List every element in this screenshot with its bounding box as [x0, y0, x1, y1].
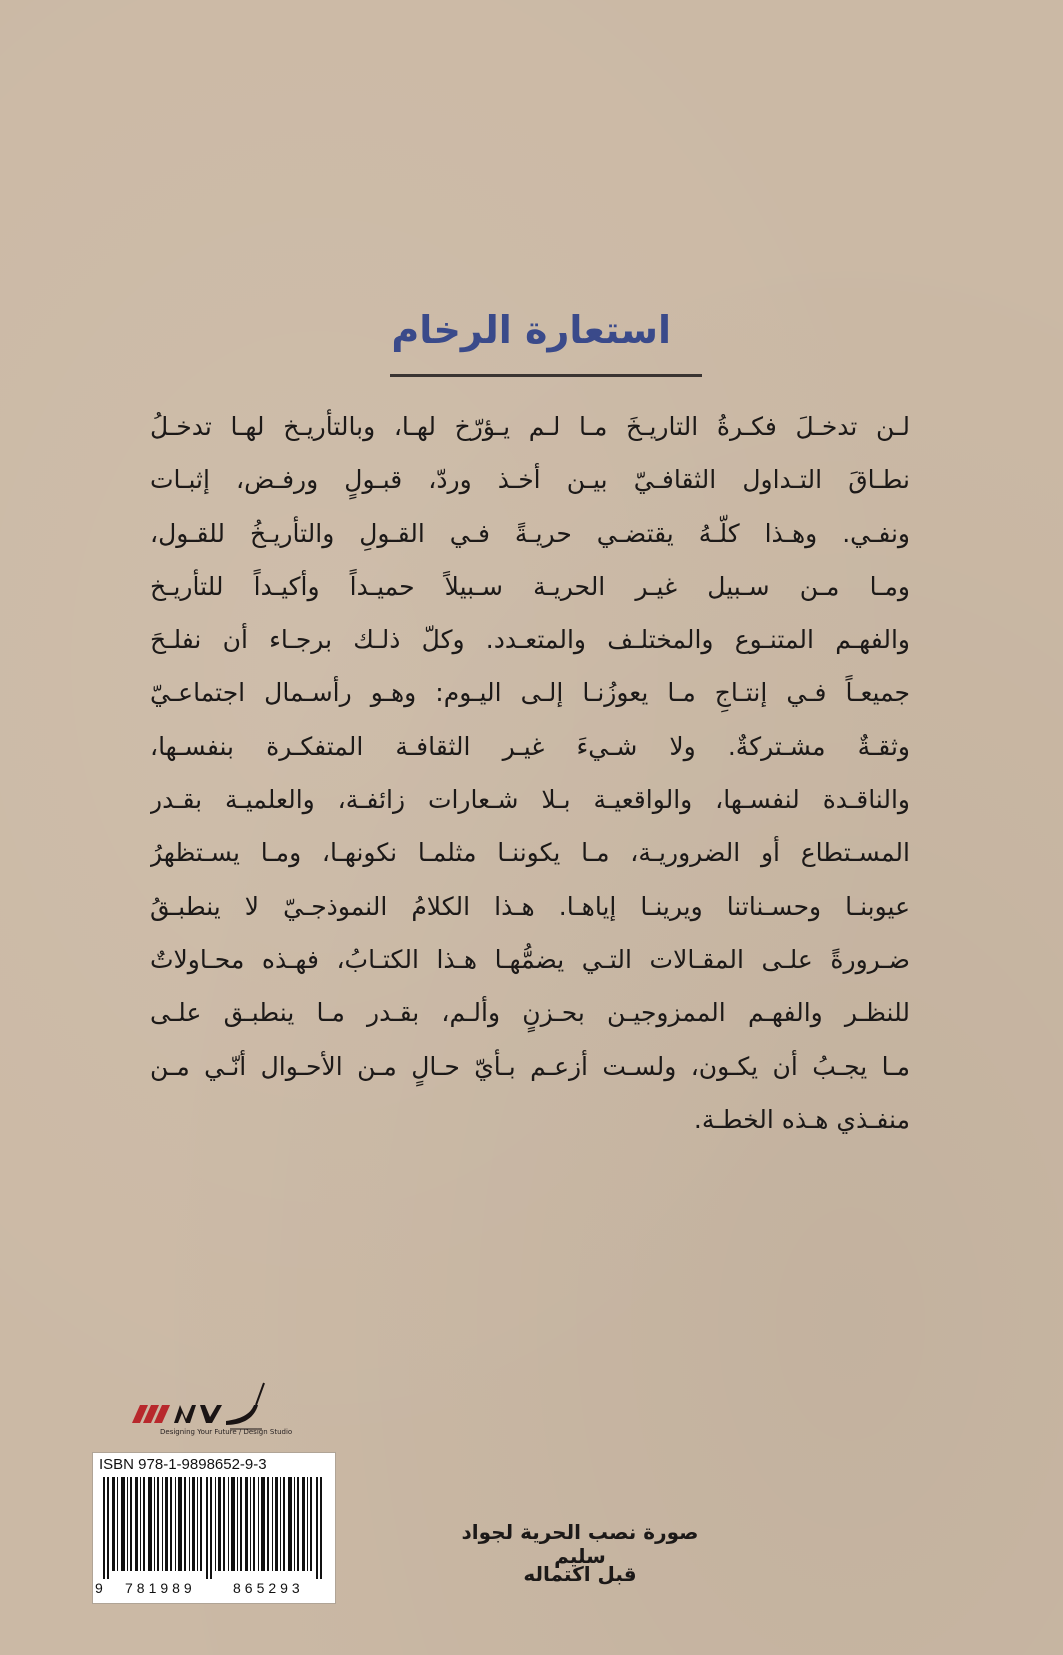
blurb-line: جميعـاً فـي إنتـاجِ مـا يعوزُنـا إلـى اليـوم: وهـو رأسـمال اجتماعـيّ	[150, 678, 910, 708]
blurb-line: لـن تدخـلَ فكـرةُ التاريـخَ مـا لـم يـؤرّخ لهـا، وبالتأريـخ لهـا تدخـلُ	[150, 412, 910, 441]
blurb-line: مـا يجـبُ أن يكـون، ولسـت أزعـم بـأيّ حـالٍ مـن الأحـوال أنّـي مـن	[150, 1051, 910, 1081]
blurb-line: ونفـي. وهـذا كلّـهُ يقتضـي حريـةً فـي القـولِ والتأريـخُ للقـول،	[150, 518, 910, 548]
blurb-paragraph	[150, 400, 910, 1146]
title-underline	[390, 374, 702, 377]
cover-image-caption-line1: صورة نصب الحرية لجواد سليم	[461, 1520, 699, 1568]
blurb-line: ومـا مـن سـبيل غيـر الحريـة سـبيلاً حميـداً وأكيـداً للتأريـخ	[150, 571, 910, 601]
ean-left-group: 781989	[125, 1580, 196, 1596]
publisher-tagline: Designing Your Future / Design Studio	[160, 1428, 293, 1436]
blurb-line: والناقـدة لنفسـها، والواقعيـة بـلا شـعارات زائفـة، والعلميـة بقـدر	[150, 785, 910, 815]
blurb-line: المسـتطاع أو الضروريـة، مـا يكوننـا مثلمـا نكونهـا، ومـا يسـتظهرُ	[150, 838, 910, 868]
book-title: استعارة الرخام	[391, 308, 671, 352]
isbn-label: ISBN 978-1-9898652-9-3	[99, 1456, 267, 1473]
barcode-icon	[103, 1477, 325, 1579]
cover-image-caption-line2: قبل اكتماله	[523, 1562, 637, 1586]
ean-lead-digit: 9	[95, 1580, 103, 1596]
isbn-barcode	[92, 1452, 336, 1604]
blurb-line: وثقـةٌ مشـتركةٌ. ولا شـيءَ غيـر الثقافـة المتفكـرة بنفسـها،	[150, 731, 910, 761]
blurb-line: للنظـر والفهـم الممزوجيـن بحـزنٍ وألـم، بقـدر مـا ينطبـق علـى	[150, 998, 910, 1028]
blurb-line: ضـرورةً علـى المقـالات التـي يضمُّهـا هـذا الكتـابُ، فهـذه محـاولاتٌ	[150, 944, 910, 974]
blurb-line: والفهـم المتنـوع والمختلـف والمتعـدد. وكلّ ذلـك برجـاء أن نفلـحَ	[150, 625, 910, 655]
blurb-line: منفـذي هـذه الخطـة.	[693, 1104, 910, 1134]
ean-right-group: 865293	[233, 1580, 304, 1596]
blurb-line: نطـاقَ التـداول الثقافـيّ بيـن أخـذ وردّ، قبـولٍ ورفـض، إثبـات	[150, 465, 910, 495]
blurb-line: عيوبنـا وحسـناتنا ويرينـا إياهـا. هـذا الكلامُ النموذجـيّ لا ينطبـقُ	[150, 891, 910, 921]
